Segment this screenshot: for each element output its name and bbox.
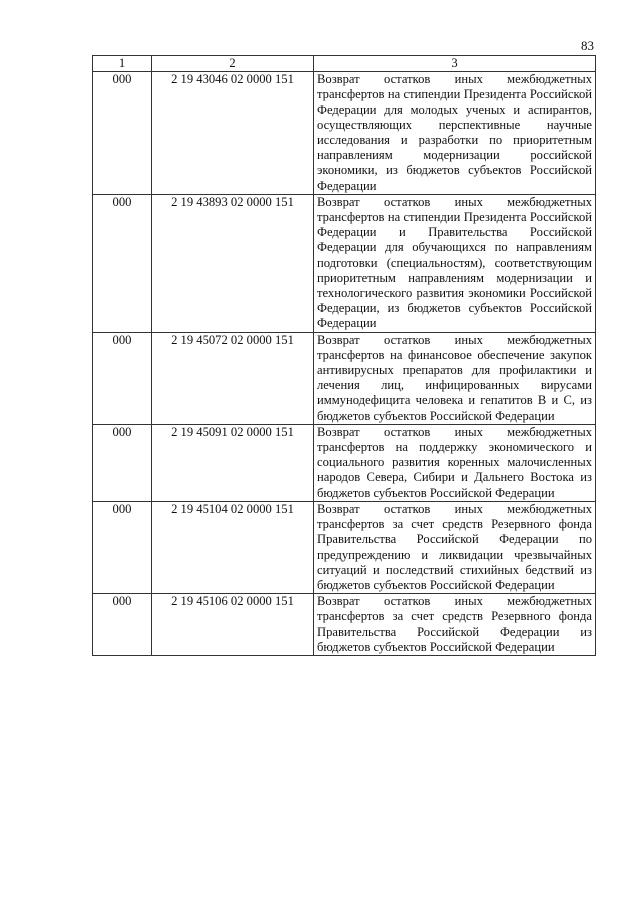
- admin-code-cell: 000: [93, 72, 152, 195]
- description-cell: Возврат остатков иных межбюджетных трансфертов на стипендии Президента Российской Федерации для молодых ученых и аспирантов, осуществляющих перспективные научные исследования и разработки по приоритетным направлениям модернизации российской экономики, из бюджетов субъектов Российской Федерации: [314, 72, 596, 195]
- table-header-row: [93, 56, 596, 72]
- admin-code-cell: 000: [93, 332, 152, 424]
- description-cell: Возврат остатков иных межбюджетных трансфертов на финансовое обеспечение закупок антивирусных препаратов для профилактики и лечения лиц, инфицированных вирусами иммунодефицита человека и гепатитов В и С, из бюджетов субъектов Российской Федерации: [314, 332, 596, 424]
- budget-code-table: [92, 55, 596, 656]
- description-cell: Возврат остатков иных межбюджетных трансфертов за счет средств Резервного фонда Правительства Российской Федерации по предупреждению и ликвидации чрезвычайных ситуаций и последствий стихийных бедствий из бюджетов субъектов Российской Федерации: [314, 501, 596, 593]
- description-cell: Возврат остатков иных межбюджетных трансфертов на поддержку экономического и социального развития коренных малочисленных народов Севера, Сибири и Дальнего Востока из бюджетов субъектов Российской Федерации: [314, 424, 596, 501]
- admin-code-cell: 000: [93, 194, 152, 332]
- kbk-code-cell: 2 19 43893 02 0000 151: [152, 194, 314, 332]
- description-cell: Возврат остатков иных межбюджетных трансфертов за счет средств Резервного фонда Правительства Российской Федерации из бюджетов субъектов Российской Федерации: [314, 594, 596, 656]
- kbk-code-cell: 2 19 45106 02 0000 151: [152, 594, 314, 656]
- admin-code-cell: 000: [93, 424, 152, 501]
- table-row: [93, 501, 596, 593]
- kbk-code-cell: 2 19 45072 02 0000 151: [152, 332, 314, 424]
- table-row: [93, 194, 596, 332]
- table-row: [93, 424, 596, 501]
- column-header-3: 3: [314, 56, 596, 72]
- kbk-code-cell: 2 19 45104 02 0000 151: [152, 501, 314, 593]
- admin-code-cell: 000: [93, 594, 152, 656]
- kbk-code-cell: 2 19 43046 02 0000 151: [152, 72, 314, 195]
- description-cell: Возврат остатков иных межбюджетных трансфертов на стипендии Президента Российской Федерации и Правительства Российской Федерации для обучающихся по направлениям подготовки (специальностям), соответствующим приоритетным направлениям модернизации и технологического развития экономики Российской Федерации, из бюджетов субъектов Российской Федерации: [314, 194, 596, 332]
- column-header-2: 2: [152, 56, 314, 72]
- page-number: 83: [581, 38, 594, 53]
- kbk-code-cell: 2 19 45091 02 0000 151: [152, 424, 314, 501]
- table-row: [93, 332, 596, 424]
- table-row: [93, 594, 596, 656]
- table-row: [93, 72, 596, 195]
- admin-code-cell: 000: [93, 501, 152, 593]
- column-header-1: 1: [93, 56, 152, 72]
